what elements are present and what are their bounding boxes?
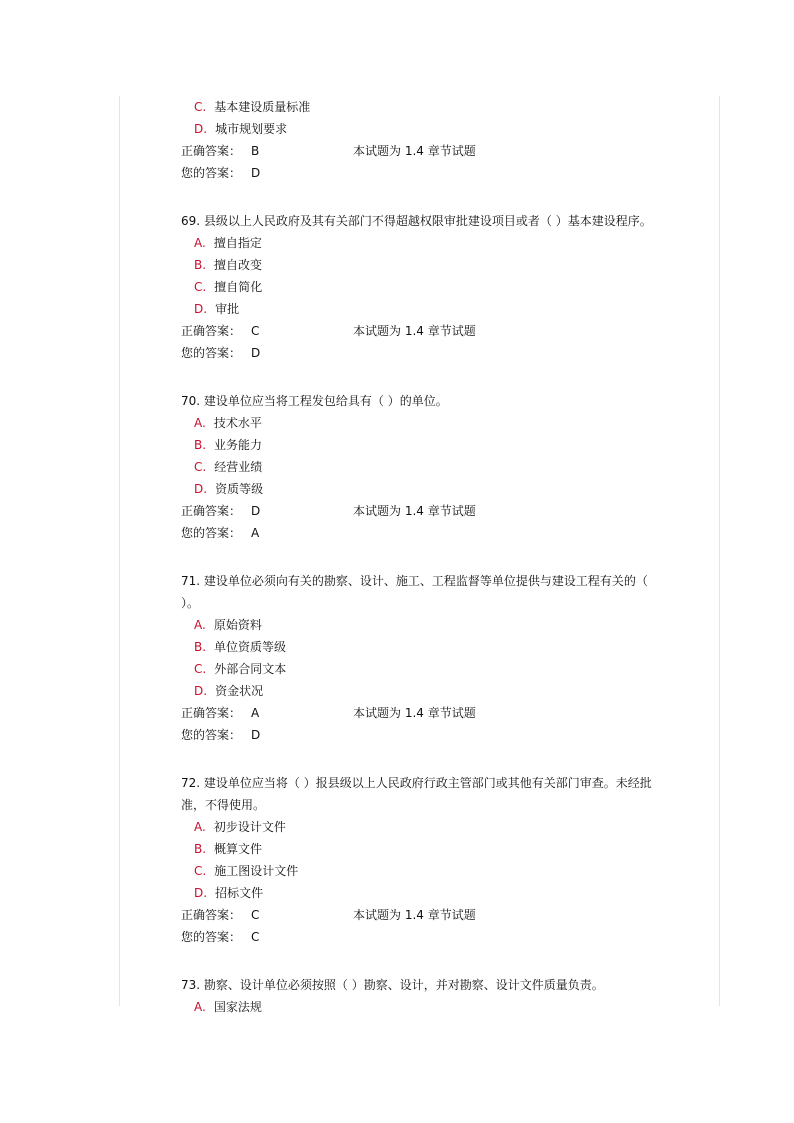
correct-answer-row: 正确答案： D 本试题为 1.4 章节试题 xyxy=(181,504,476,518)
option-a: A. 初步设计文件 xyxy=(194,820,286,834)
option-a: A. 技术水平 xyxy=(194,416,262,430)
question-73-head xyxy=(181,974,661,1018)
question-text: 72. 建设单位应当将（ ）报县级以上人民政府行政主管部门或其他有关部门审查。未经批准，不得使用。 xyxy=(181,776,652,812)
correct-answer-row: 正确答案： C 本试题为 1.4 章节试题 xyxy=(181,908,476,922)
exam-content xyxy=(181,96,661,1018)
option-d: D. 招标文件 xyxy=(194,886,264,900)
correct-answer-row: 正确答案： A 本试题为 1.4 章节试题 xyxy=(181,706,476,720)
correct-answer-row: 正确答案： C 本试题为 1.4 章节试题 xyxy=(181,324,476,338)
option-c: C. 基本建设质量标准 xyxy=(194,100,311,114)
option-d: D. 资金状况 xyxy=(194,684,264,698)
option-c: C. 经营业绩 xyxy=(194,460,263,474)
question-text: 71. 建设单位必须向有关的勘察、设计、施工、工程监督等单位提供与建设工程有关的（ ）。 xyxy=(181,574,648,610)
option-a: A. 擅自指定 xyxy=(194,236,262,250)
your-answer-row: 您的答案： D xyxy=(181,166,261,180)
your-answer-row: 您的答案： C xyxy=(181,930,260,944)
question-text: 70. 建设单位应当将工程发包给具有（ ）的单位。 xyxy=(181,394,448,408)
correct-answer-row: 正确答案： B 本试题为 1.4 章节试题 xyxy=(181,144,476,158)
option-b: B. 擅自改变 xyxy=(194,258,263,272)
option-c: C. 外部合同文本 xyxy=(194,662,287,676)
your-answer-row: 您的答案： D xyxy=(181,728,261,742)
option-a: A. 原始资料 xyxy=(194,618,262,632)
option-d: D. 资质等级 xyxy=(194,482,264,496)
question-72 xyxy=(181,772,661,948)
question-69 xyxy=(181,210,661,364)
page-frame-left-border xyxy=(119,96,120,1006)
question-70 xyxy=(181,390,661,544)
your-answer-row: 您的答案： D xyxy=(181,346,261,360)
option-c: C. 擅自简化 xyxy=(194,280,263,294)
your-answer-row: 您的答案： A xyxy=(181,526,260,540)
option-b: B. 单位资质等级 xyxy=(194,640,287,654)
option-d: D. 审批 xyxy=(194,302,240,316)
option-a: A. 国家法规 xyxy=(194,1000,262,1014)
question-68-tail xyxy=(181,96,661,184)
question-71 xyxy=(181,570,661,746)
page-frame-right-border xyxy=(719,96,720,1006)
option-d: D. 城市规划要求 xyxy=(194,122,288,136)
option-b: B. 概算文件 xyxy=(194,842,263,856)
question-text: 69. 县级以上人民政府及其有关部门不得超越权限审批建设项目或者（ ）基本建设程序。 xyxy=(181,214,652,228)
option-b: B. 业务能力 xyxy=(194,438,263,452)
question-text: 73. 勘察、设计单位必须按照（ ）勘察、设计，并对勘察、设计文件质量负责。 xyxy=(181,978,604,992)
option-c: C. 施工图设计文件 xyxy=(194,864,299,878)
